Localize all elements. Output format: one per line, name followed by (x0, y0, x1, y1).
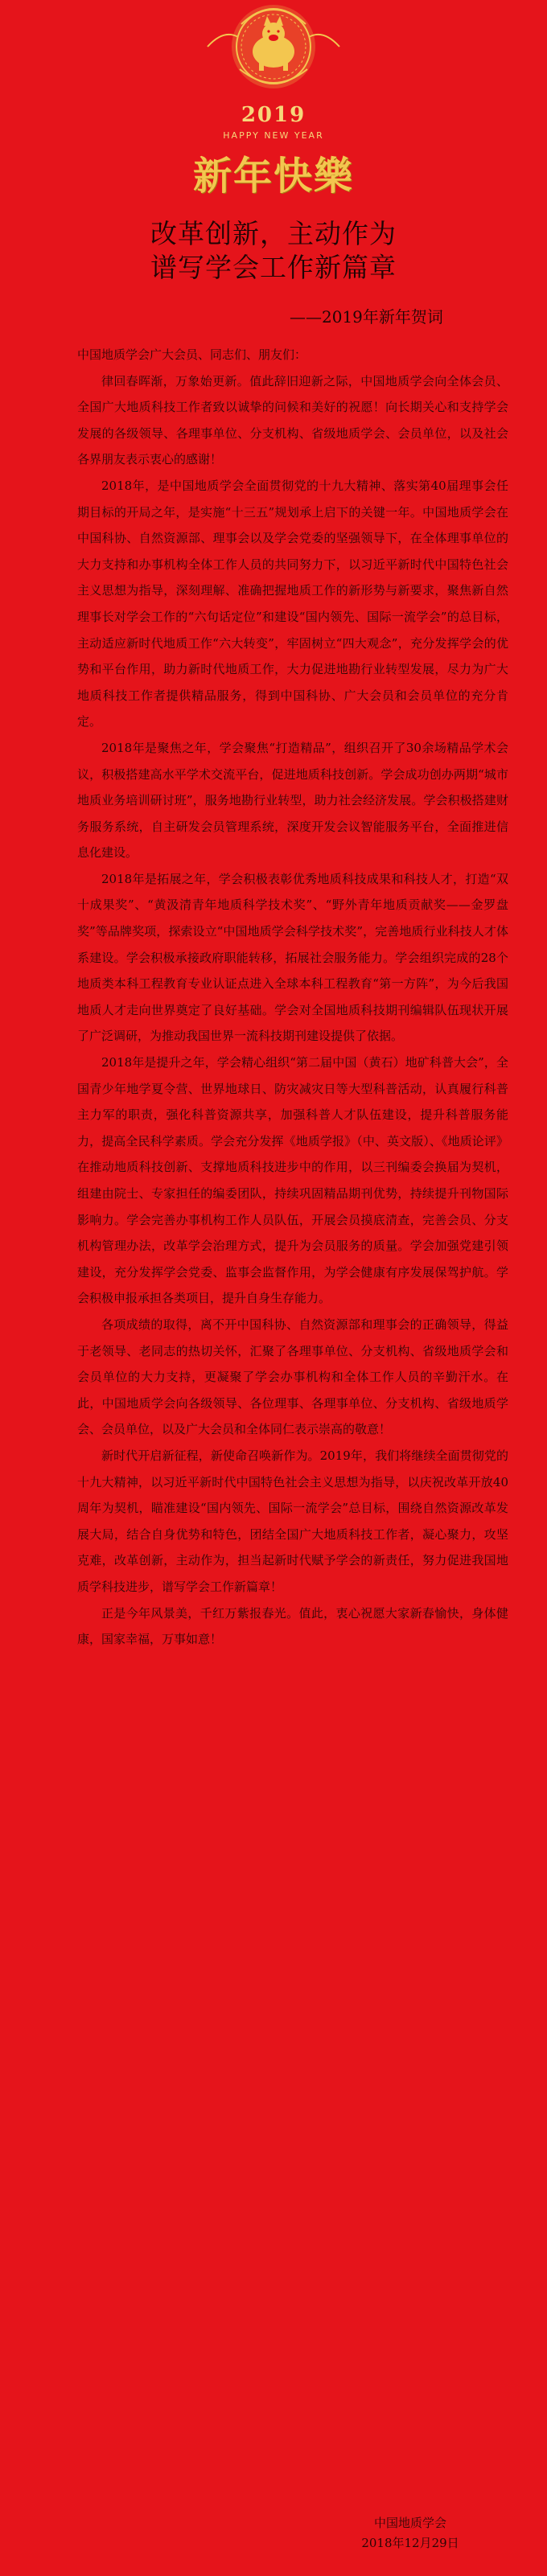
header-calligraphy: 新年快樂 (192, 154, 354, 199)
paragraph: 正是今年风景美，千红万紫报春光。值此，衷心祝愿大家新春愉快，身体健康，国家幸福，万事如意！ (77, 1605, 508, 1647)
paragraph: 律回春晖渐，万象始更新。值此辞旧迎新之际，中国地质学会向全体会员、全国广大地质科技工作者致以诚挚的问候和美好的祝愿！向长期关心和支持学会发展的各级领导、各理事单位、分支机构、省级地质学会、会员单位，以及社会各界朋友表示衷心的感谢！ (77, 373, 508, 467)
salutation: 中国地质学会广大会员、同志们、朋友们： (77, 347, 307, 362)
paragraph: 各项成绩的取得，离不开中国科协、自然资源部和理事会的正确领导，得益于老领导、老同志的热切关怀，汇聚了各理事单位、分支机构、省级地质学会和会员单位的大力支持，更凝聚了学会办事机构和全体工作人员的辛勤汗水。在此，中国地质学会向各级领导、各位理事、各理事单位、分支机构、省级地质学会、会员单位，以及广大会员和全体同仁表示崇高的敬意！ (77, 1317, 508, 1437)
header-greeting-en: HAPPY NEW YEAR (223, 130, 324, 141)
title-subtitle: ——2019年新年贺词 (290, 307, 443, 327)
title-line-1: 改革创新，主动作为 (150, 218, 397, 249)
signature-block (330, 2513, 491, 2553)
paragraph: 新时代开启新征程，新使命召唤新作为。2019年，我们将继续全面贯彻党的十九大精神，以习近平新时代中国特色社会主义思想为指导，以庆祝改革开放40周年为契机，瞄准建设“国内领先、国际一流学会”总目标，围绕自然资源改革发展大局，结合自身优势和特色，团结全国广大地质科技工作者，凝心聚力，攻坚克难，改革创新，主动作为，担当起新时代赋予学会的新责任，努力促进我国地质学科技进步，谱写学会工作新篇章！ (77, 1448, 508, 1594)
signature-org: 中国地质学会 (373, 2516, 446, 2530)
paragraph: 2018年是提升之年，学会精心组织“第二届中国（黄石）地矿科普大会”，全国青少年地学夏令营、世界地球日、防灾减灾日等大型科普活动，认真履行科普主力军的职责，强化科普资源共享，加强科普人才队伍建设，提升科普服务能力，提高全民科学素质。学会充分发挥《地质学报》（中、英文版）、《地质论评》在推动地质科技创新、支撑地质科技进步中的作用，以三刊编委会换届为契机，组建由院士、专家担任的编委团队，持续巩固精品期刊优势，持续提升刊物国际影响力。学会完善办事机构工作人员队伍，开展会员摸底清查，完善会员、分支机构管理办法，改革学会治理方式，提升为会员服务的质量。学会加强党建引领建设，充分发挥学会党委、监事会监督作用，为学会健康有序发展保驾护航。学会积极申报承担各类项目，提升自身生存能力。 (77, 1055, 508, 1306)
signature-date: 2018年12月29日 (361, 2536, 459, 2550)
paragraph: 2018年，是中国地质学会全面贯彻党的十九大精神、落实第40届理事会任期目标的开局之年，是实施“十三五”规划承上启下的关键一年。中国地质学会在中国科协、自然资源部、理事会以及学会党委的坚强领导下，在全体理事单位的大力支持和办事机构全体工作人员的共同努力下，以习近平新时代中国特色社会主义思想为指导，深刻理解、准确把握地质工作的新形势与新要求，聚焦新自然理事长对学会工作的“六句话定位”和建设“国内领先、国际一流学会”的总目标，主动适应新时代地质工作“六大转变”，牢固树立“四大观念”，充分发挥学会的优势和平台作用，助力新时代地质工作，大力促进地勘行业转型发展，尽力为广大地质科技工作者提供精品服务，得到中国科协、广大会员和会员单位的充分肯定。 (77, 478, 508, 729)
header-year: 2019 (241, 103, 306, 127)
title-block (0, 217, 547, 285)
paragraph: 2018年是聚焦之年，学会聚焦“打造精品”，组织召开了30余场精品学术会议，积极搭建高水平学术交流平台，促进地质科技创新。学会成功创办两期“城市地质业务培训研讨班”，服务地勘行业转型，助力社会经济发展。学会积极搭建财务服务系统，自主研发会员管理系统，深度开发会议智能服务平台，全面推进信息化建设。 (77, 740, 508, 861)
title-line-2: 谱写学会工作新篇章 (150, 252, 397, 283)
paragraph: 2018年是拓展之年，学会积极表彰优秀地质科技成果和科技人才，打造“双十成果奖”、“黄汲清青年地质科学技术奖”、“野外青年地质贡献奖——金罗盘奖”等品牌奖项，探索设立“中国地质学会科学技术奖”，完善地质行业科技人才体系建设。学会积极承接政府职能转移，拓展社会服务能力。学会组织完成的28个地质类本科工程教育专业认证点进入全球本科工程教育“第一方阵”，为今后我国地质人才走向世界奠定了良好基础。学会对全国地质科技期刊编辑队伍现状开展了广泛调研，为推动我国世界一流科技期刊建设提供了依据。 (77, 871, 508, 1044)
letter-body (77, 342, 508, 1653)
